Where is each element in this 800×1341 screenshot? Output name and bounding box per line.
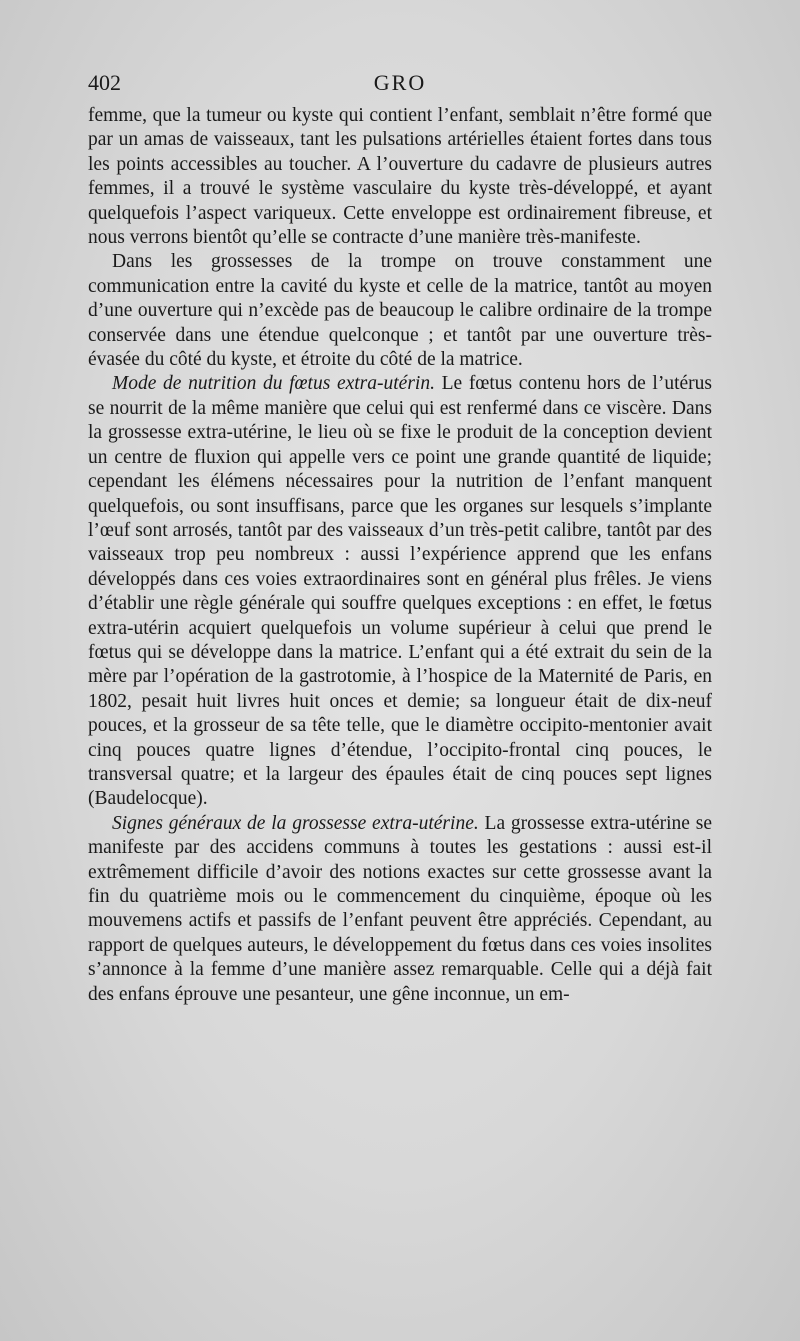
paragraph-text: Le fœtus contenu hors de l’utérus se nourrit de la même manière que celui qui est renfermé dans ce viscère. Dans la grossesse extra-utérine, le lieu où se fixe le produit de la conception devient un centre de fluxion qui appelle vers ce point une grande quantité de liquide; cependant les élémens nécessaires pour la nutrition de l’enfant manquent quelquefois, ou sont insuffisans, parce que les organes sur lesquels s’implante l’œuf sont arrosés, tantôt par des vaisseaux d’un très-petit calibre, tantôt par des vaisseaux trop peu nombreux : aussi l’expérience apprend que les enfans développés dans ces voies extraordinaires sont en général plus frêles. Je viens d’établir une règle générale qui souffre quelques exceptions : en effet, le fœtus extra-utérin acquiert quelquefois un volume supérieur à celui que prend le fœtus qui se développe dans la matrice. L’enfant qui a été extrait du sein de la mère par l’opération de la gastrotomie, à l’hospice de la Maternité de Paris, en 1802, pesait huit livres huit onces et demie; sa longueur était de dix-neuf pouces, et la grosseur de sa tête telle, que le diamètre occipito-mentonier avait cinq pouces quatre lignes d’étendue, l’occipito-frontal cinq pouces, le transversal quatre; et la largeur des épaules était de cinq pouces sept lignes (Baudelocque). <box>88 373 712 810</box>
text-body <box>88 104 712 1007</box>
page-header <box>88 70 712 104</box>
paragraph-text: La grossesse extra-utérine se manifeste par des accidens communs à toutes les gestations : aussi est-il extrêmement difficile d’avoir des notions exactes sur cette grossesse avant la fin du quatrième mois ou le commencement du cinquième, époque où les mouvemens actifs et passifs de l’enfant peuvent être appréciés. Cependant, au rapport de quelques auteurs, le développement du fœtus dans ces voies insolites s’annonce à la femme d’une manière assez remarquable. Celle qui a déjà fait des enfans éprouve une pesanteur, une gêne inconnue, un em- <box>88 812 712 1005</box>
paragraph <box>88 812 712 1007</box>
section-heading: Signes généraux de la grossesse extra-utérine. <box>112 812 479 834</box>
paragraph <box>88 372 712 811</box>
running-head: GRO <box>373 70 427 95</box>
paragraph <box>88 250 712 372</box>
paragraph <box>88 104 712 250</box>
page-number: 402 <box>88 70 121 95</box>
paragraph-text: femme, que la tumeur ou kyste qui contient l’enfant, semblait n’être formé que par un amas de vaisseaux, tant les pulsations artérielles étaient fortes dans tous les points accessibles au toucher. A l’ouverture du cadavre de plusieurs autres femmes, il a trouvé le système vasculaire du kyste très-développé, et ayant quelquefois l’aspect variqueux. Cette enveloppe est ordinairement fibreuse, et nous verrons bientôt qu’elle se contracte d’une manière très-manifeste. <box>88 105 712 249</box>
section-heading: Mode de nutrition du fœtus extra-utérin. <box>112 373 435 395</box>
paragraph-text: Dans les grossesses de la trompe on trouve constamment une communication entre la cavité du kyste et celle de la matrice, tantôt au moyen d’une ouverture qui n’excède pas de beaucoup le calibre ordinaire de la trompe conservée dans une étendue quelconque ; et tantôt par une ouverture très-évasée du côté du kyste, et étroite du côté de la matrice. <box>88 251 712 371</box>
